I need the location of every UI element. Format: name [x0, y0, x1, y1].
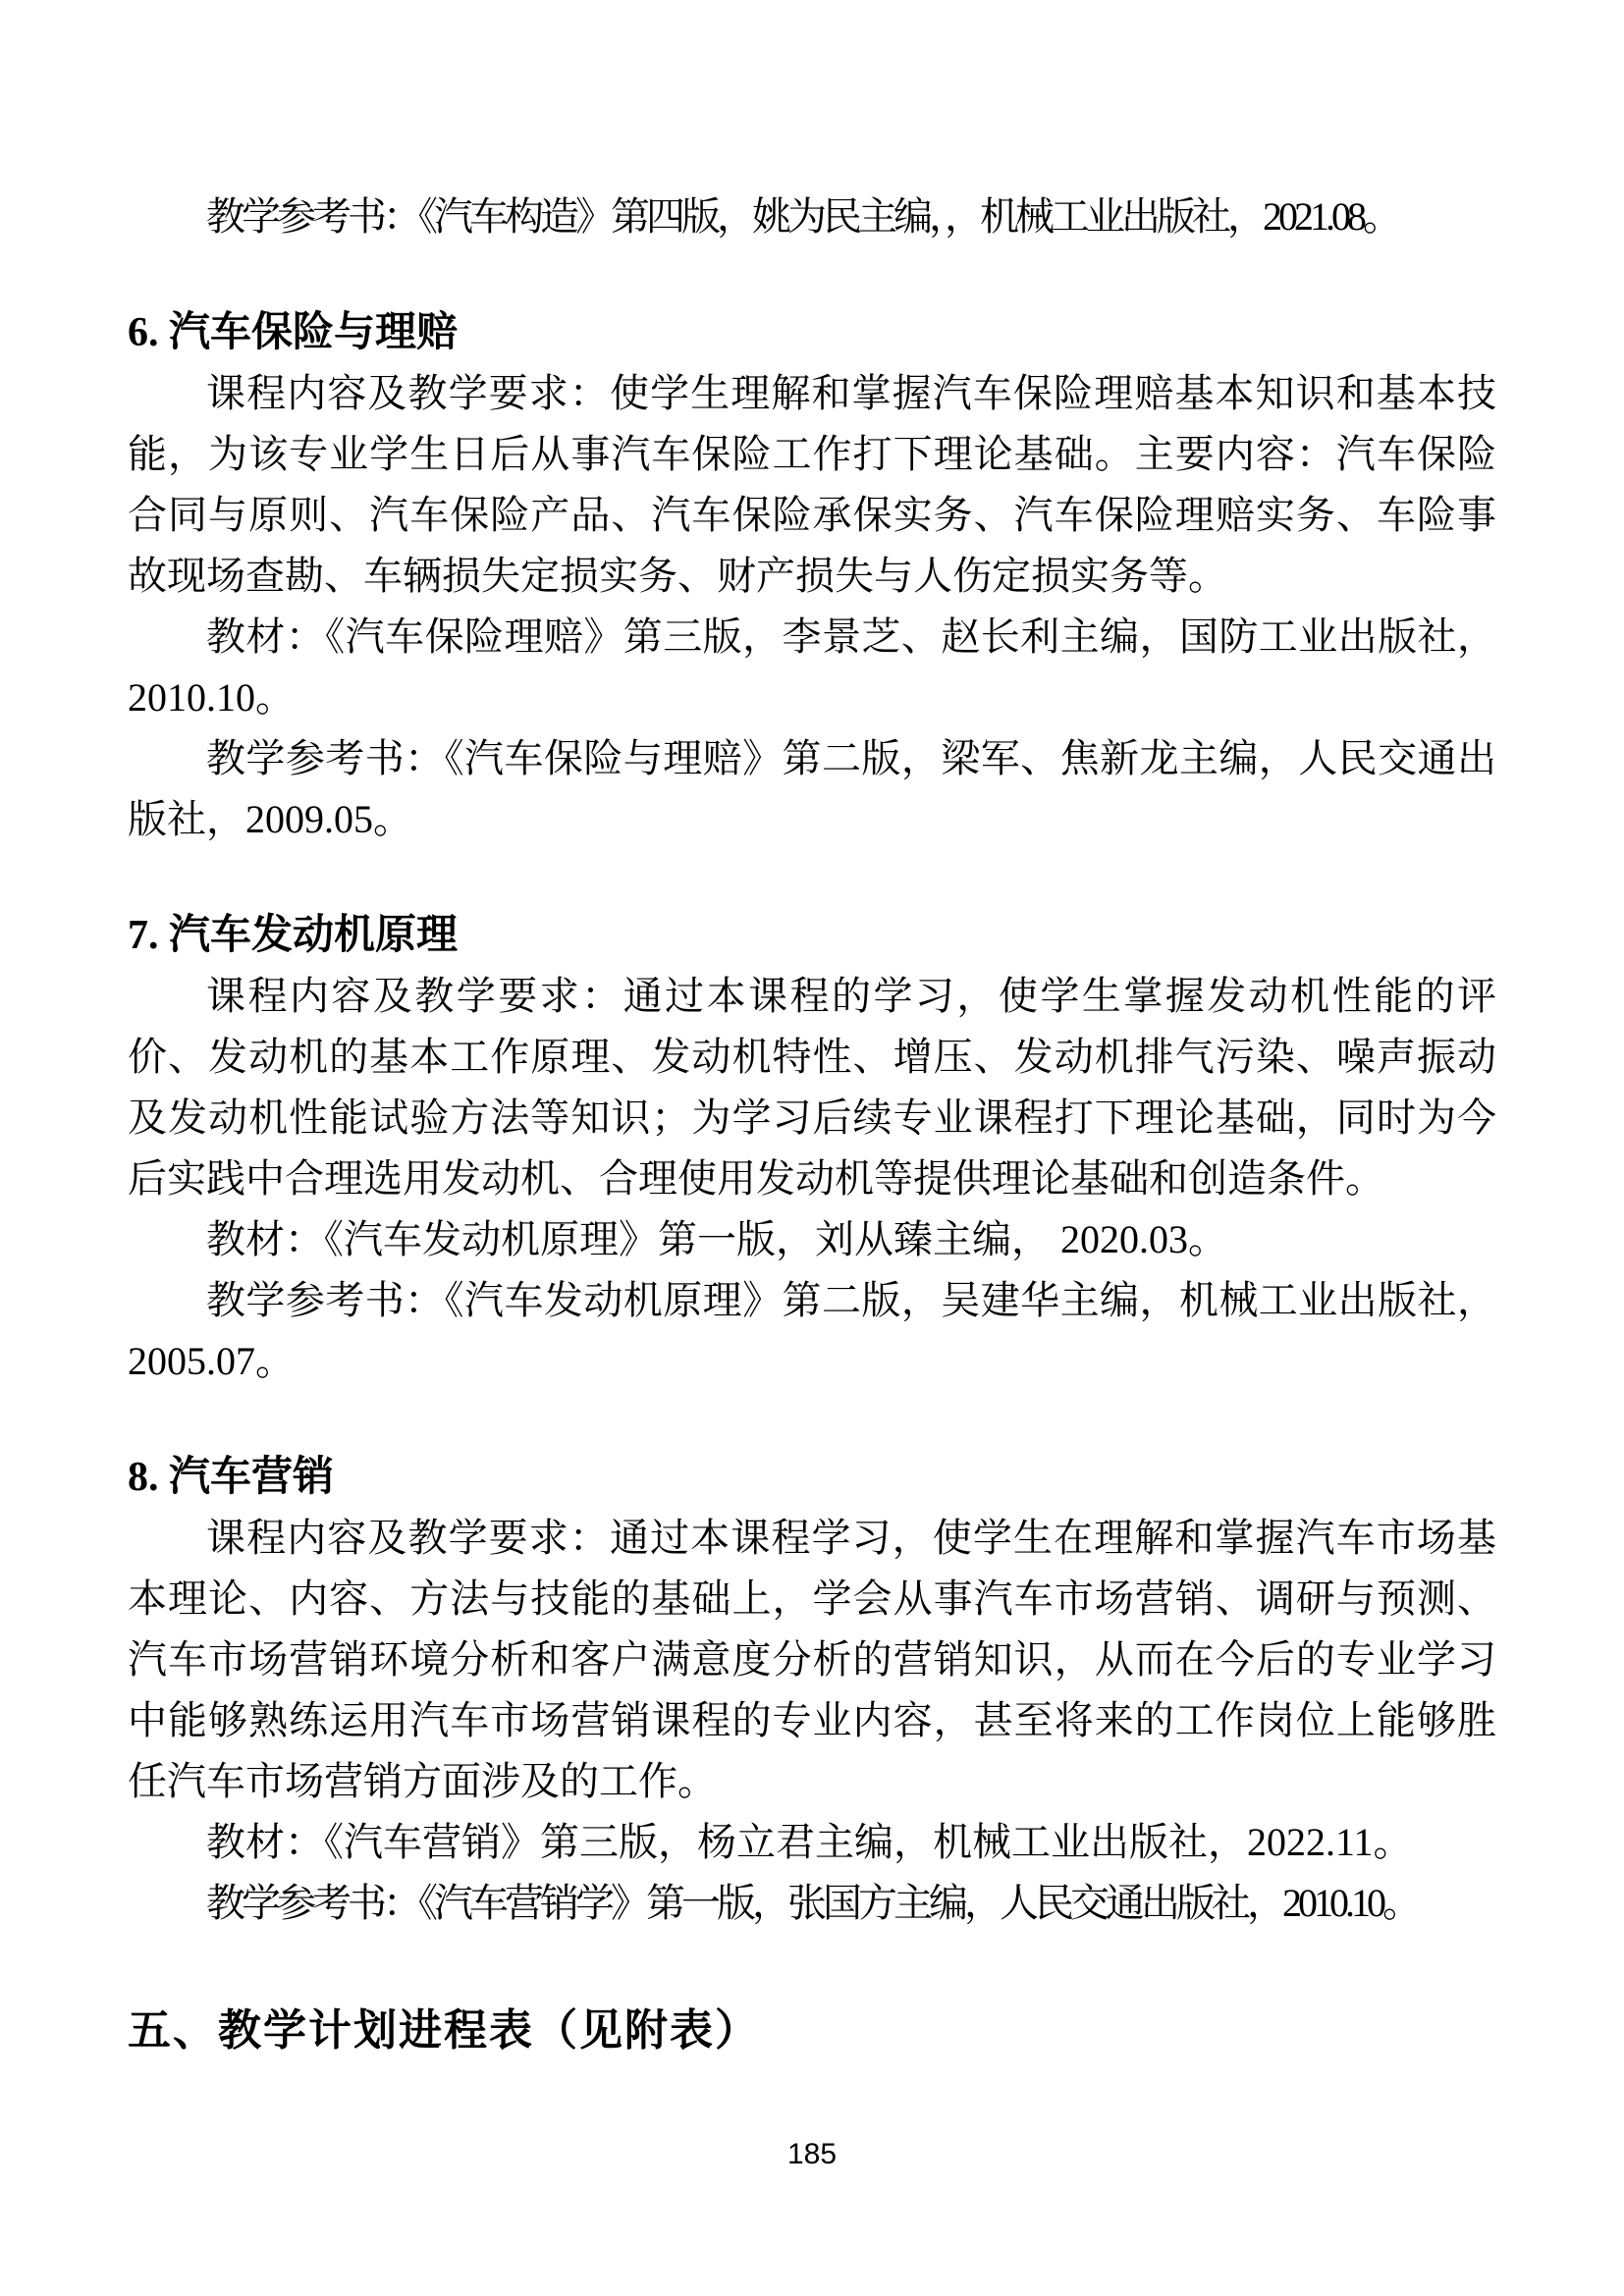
section-title: 6. 汽车保险与理赔 — [128, 310, 459, 355]
section-7 — [128, 905, 1496, 1392]
course-description: 课程内容及教学要求：通过本课程学习，使学生在理解和掌握汽车市场基本理论、内容、方法与技能的基础上，学会从事汽车市场营销、调研与预测、汽车市场营销环境分析和客户满意度分析的营销知识，从而在今后的专业学习中能够熟练运用汽车市场营销课程的专业内容，甚至将来的工作岗位上能够胜任汽车市场营销方面涉及的工作。 — [128, 1516, 1496, 1803]
section-title: 8. 汽车营销 — [128, 1455, 335, 1500]
textbook-line: 教材：《汽车营销》第三版，杨立君主编，机械工业出版社，2022.11。 — [206, 1820, 1413, 1864]
reference-book-line: 教学参考书：《汽车营销学》第一版，张国方主编，人民交通出版社，2010.10。 — [206, 1881, 1418, 1925]
course-description: 课程内容及教学要求：通过本课程的学习，使学生掌握发动机性能的评价、发动机的基本工作原理、发动机特性、增压、发动机排气污染、噪声振动及发动机性能试验方法等知识；为学习后续专业课程打下理论基础，同时为今后实践中合理选用发动机、合理使用发动机等提供理论基础和创造条件。 — [128, 974, 1496, 1201]
reference-book-line: 教学参考书：《汽车发动机原理》第二版，吴建华主编，机械工业出版社，2005.07。 — [128, 1278, 1496, 1383]
course-description: 课程内容及教学要求：使学生理解和掌握汽车保险理赔基本知识和基本技能，为该专业学生日后从事汽车保险工作打下理论基础。主要内容：汽车保险合同与原则、汽车保险产品、汽车保险承保实务、汽车保险理赔实务、车险事故现场查勘、车辆损失定损实务、财产损失与人伤定损实务等。 — [128, 371, 1496, 598]
page-number: 185 — [786, 2138, 838, 2170]
chapter-heading: 五、教学计划进程表（见附表） — [128, 2006, 760, 2055]
reference-book-line: 教学参考书：《汽车构造》第四版，姚为民主编，，机械工业出版社，2021.08。 — [206, 194, 1398, 239]
section-6 — [128, 302, 1496, 850]
section-8 — [128, 1447, 1496, 1934]
section-title: 7. 汽车发动机原理 — [128, 913, 459, 958]
textbook-line: 教材：《汽车发动机原理》第一版，刘从臻主编， 2020.03。 — [206, 1217, 1227, 1261]
reference-book-line: 教学参考书：《汽车保险与理赔》第二版，梁军、焦新龙主编，人民交通出版社，2009.05。 — [128, 736, 1496, 841]
textbook-line: 教材：《汽车保险理赔》第三版，李景芝、赵长利主编，国防工业出版社，2010.10。 — [128, 614, 1496, 720]
